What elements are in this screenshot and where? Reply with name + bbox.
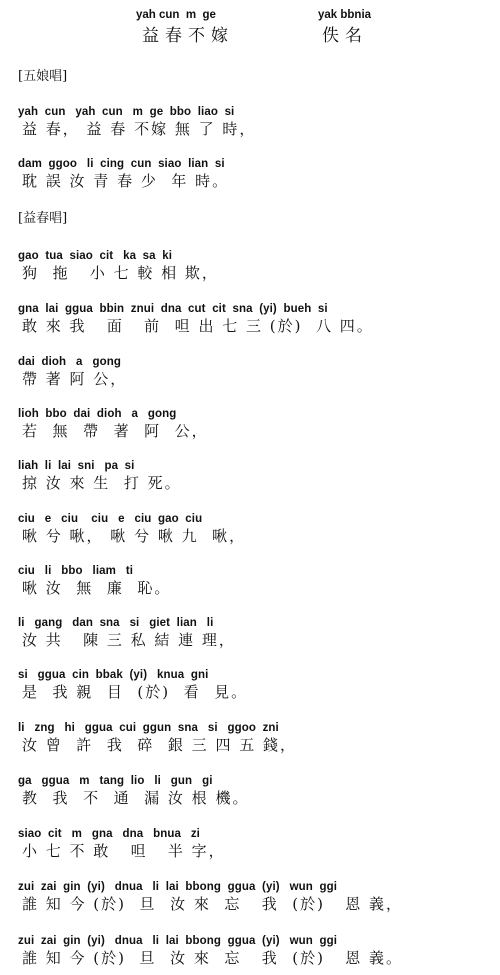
lyric-line: 啾 兮 啾， 啾 兮 啾 九 啾， [22, 527, 247, 545]
lyric-romanization: zui zai gin (yi) dnua li lai bbong ggua (yi) wun ggi [18, 935, 338, 947]
title-romanization: yah cun m ge [136, 9, 216, 21]
lyric-romanization: ga ggua m tang lio li gun gi [18, 775, 213, 787]
lyric-line: 小 七 不 敢 呾 半 字， [22, 842, 226, 860]
lyric-line: 敢 來 我 面 前 呾 出 七 三 (於) 八 四。 [22, 317, 374, 335]
lyric-line: 狗 拖 小 七 較 相 欺， [22, 264, 219, 282]
lyric-line: 汝 曾 許 我 碎 銀 三 四 五 錢， [22, 736, 297, 754]
title: 益春不嫁 [142, 26, 234, 46]
lyric-romanization: li zng hi ggua cui ggun sna si ggoo zni [18, 722, 279, 734]
role-label-yichun: [益春唱] [18, 211, 68, 226]
author-romanization: yak bbnia [318, 9, 372, 21]
lyric-romanization: liah li lai sni pa si [18, 460, 135, 472]
lyric-line: 耽 誤 汝 青 春 少 年 時。 [22, 172, 230, 190]
lyric-line: 啾 汝 無 廉 恥。 [22, 579, 172, 597]
lyric-romanization: li gang dan sna si giet lian li [18, 617, 214, 629]
lyric-romanization: ciu li bbo liam ti [18, 565, 134, 577]
lyric-line: 汝 共 陳 三 私 結 連 理， [22, 631, 236, 649]
lyric-line: 是 我 親 目 (於) 看 見。 [22, 683, 249, 701]
lyric-romanization: yah cun yah cun m ge bbo liao si [18, 106, 235, 118]
lyric-romanization: siao cit m gna dna bnua zi [18, 828, 200, 840]
lyric-romanization: dam ggoo li cing cun siao lian si [18, 158, 225, 170]
lyric-romanization: si ggua cin bbak (yi) knua gni [18, 669, 209, 681]
lyric-line: 誰 知 今 (於) 旦 汝 來 忘 我 (於) 恩 義。 [22, 949, 404, 967]
lyric-line: 若 無 帶 著 阿 公， [22, 422, 209, 440]
lyric-line: 帶 著 阿 公， [22, 370, 128, 388]
role-label-wuniang: [五娘唱] [18, 69, 68, 84]
lyric-romanization: zui zai gin (yi) dnua li lai bbong ggua (yi) wun ggi [18, 881, 338, 893]
lyric-line: 益 春， 益 春 不嫁 無 了 時， [22, 120, 257, 138]
lyric-line: 誰 知 今 (於) 旦 汝 來 忘 我 (於) 恩 義， [22, 895, 404, 913]
lyric-romanization: gna lai ggua bbin znui dna cut cit sna (yi) bueh si [18, 303, 328, 315]
lyric-line: 教 我 不 通 漏 汝 根 機。 [22, 789, 250, 807]
lyric-romanization: lioh bbo dai dioh a gong [18, 408, 177, 420]
lyric-romanization: gao tua siao cit ka sa ki [18, 250, 173, 262]
lyric-romanization: ciu e ciu ciu e ciu gao ciu [18, 513, 203, 525]
lyric-line: 掠 汝 來 生 打 死。 [22, 474, 182, 492]
lyric-romanization: dai dioh a gong [18, 356, 121, 368]
author: 佚名 [322, 26, 368, 46]
